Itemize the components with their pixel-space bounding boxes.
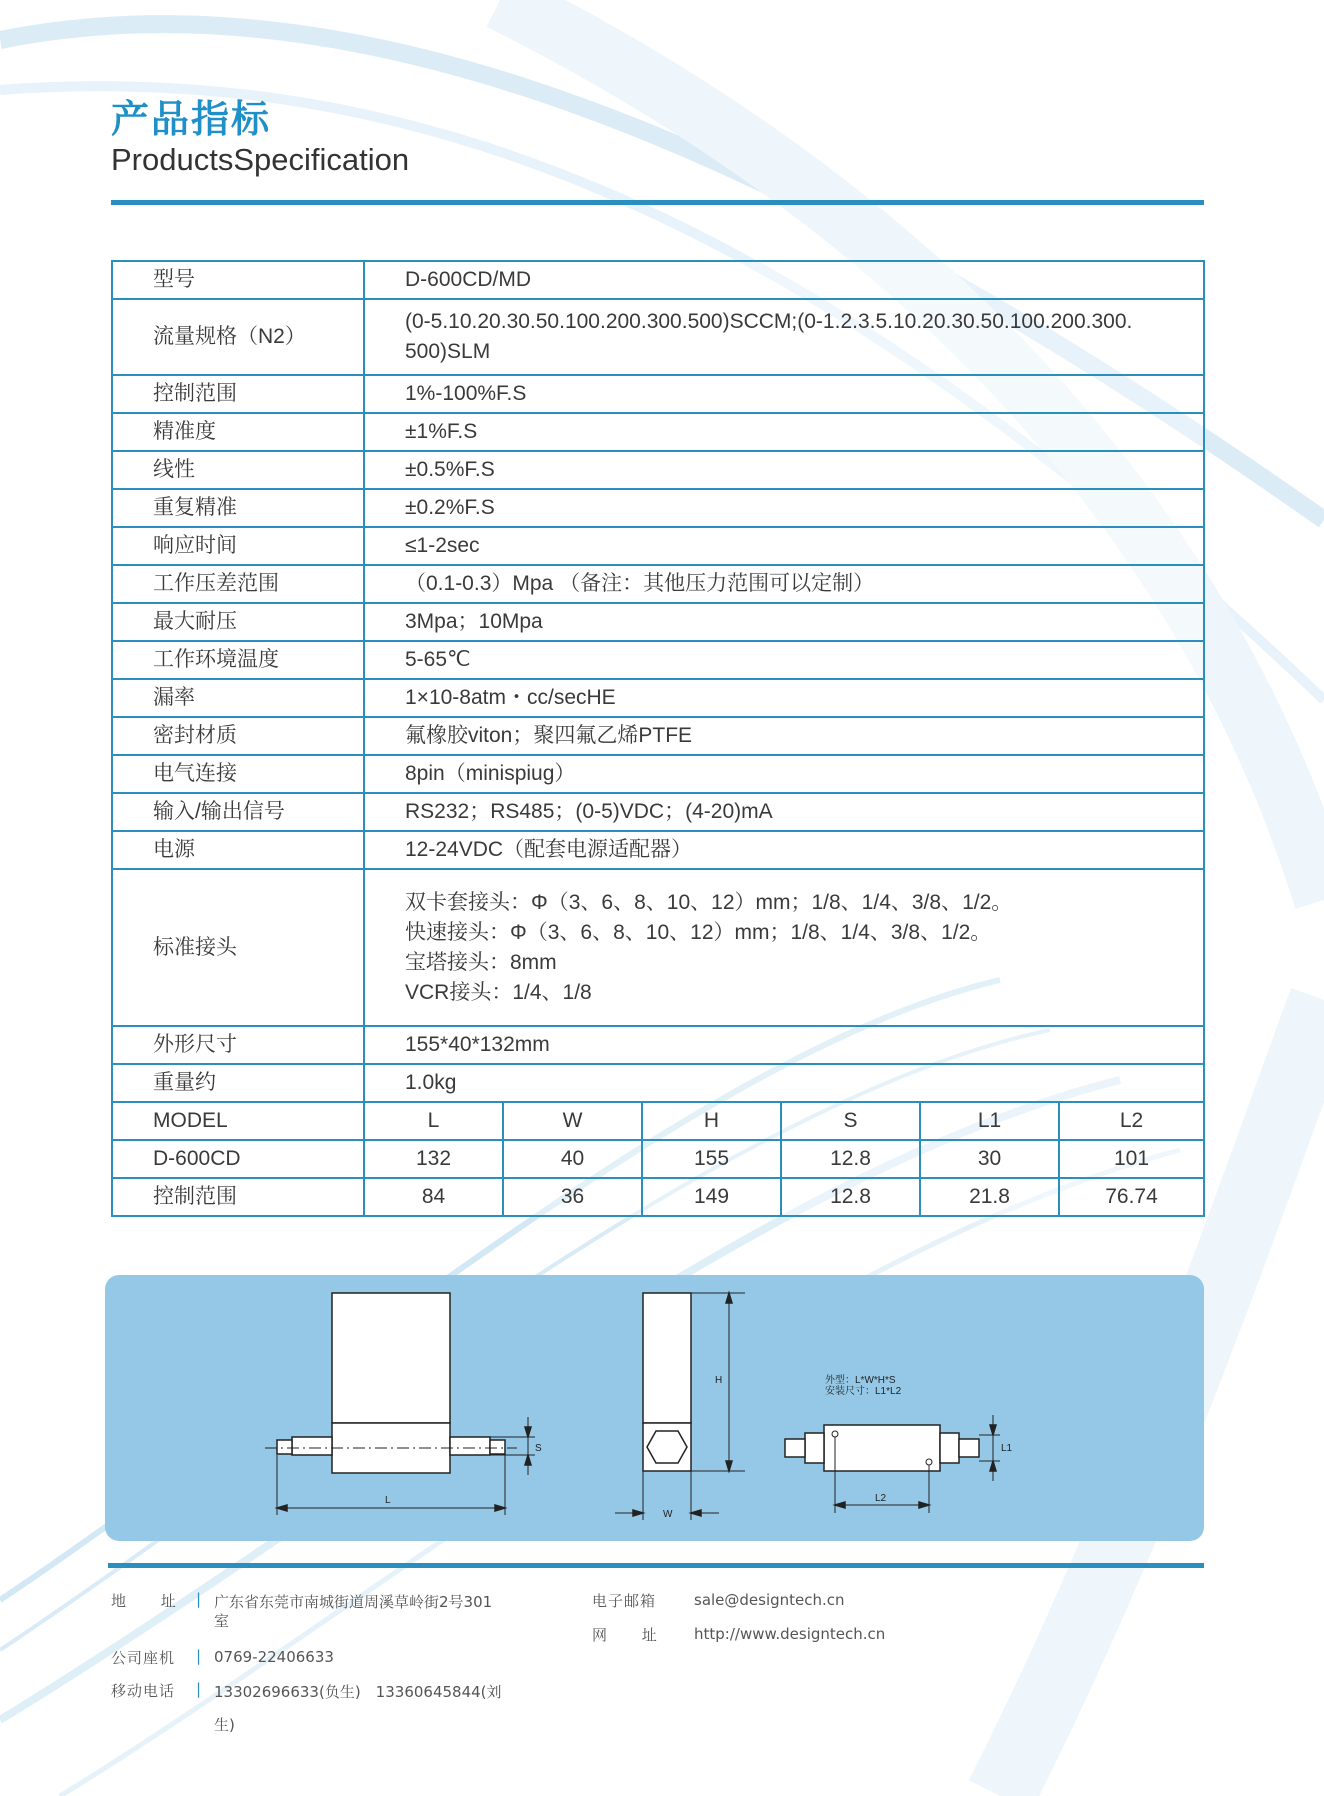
spec-value: ±0.2%F.S — [364, 489, 1204, 527]
spec-label: 重复精准 — [112, 489, 364, 527]
dimension-cell: 132 — [364, 1140, 503, 1178]
phone-label: 公司座机 — [111, 1649, 176, 1667]
dimension-cell: D-600CD — [112, 1140, 364, 1178]
drawing-label-W: W — [663, 1509, 673, 1520]
spec-value: 1%-100%F.S — [364, 375, 1204, 413]
dimension-cell: 12.8 — [781, 1140, 920, 1178]
spec-label: 线性 — [112, 451, 364, 489]
spec-label: 外形尺寸 — [112, 1026, 364, 1064]
spec-label: 工作压差范围 — [112, 565, 364, 603]
dimension-cell: 21.8 — [920, 1178, 1059, 1216]
spec-label: 输入/输出信号 — [112, 793, 364, 831]
dimension-header: W — [503, 1102, 642, 1140]
dimension-cell: 76.74 — [1059, 1178, 1204, 1216]
spec-label: 密封材质 — [112, 717, 364, 755]
spec-value: RS232；RS485；(0-5)VDC；(4-20)mA — [364, 793, 1204, 831]
mobile-line: 生) — [214, 1716, 235, 1734]
separator: | — [196, 1590, 202, 1608]
spec-value: ±1%F.S — [364, 413, 1204, 451]
spec-value: 1×10-8atm・cc/secHE — [364, 679, 1204, 717]
mobile-label: 移动电话 — [111, 1682, 176, 1700]
spec-value: 1.0kg — [364, 1064, 1204, 1102]
spec-value: 12-24VDC（配套电源适配器） — [364, 831, 1204, 869]
phone-value: 0769-22406633 — [214, 1648, 334, 1666]
page-title-english: ProductsSpecification — [111, 142, 410, 177]
drawing-label-H: H — [715, 1375, 723, 1386]
address-label: 地 址 — [111, 1592, 177, 1610]
spec-label: 精准度 — [112, 413, 364, 451]
spec-value-line: VCR接头：1/4、1/8 — [405, 980, 592, 1004]
spec-value-line: 宝塔接头：8mm — [405, 950, 557, 974]
spec-value: D-600CD/MD — [364, 261, 1204, 299]
spec-value-line: (0-5.10.20.30.50.100.200.300.500)SCCM;(0-1.2.3.5.10.20.30.50.100.200.300. — [405, 310, 1133, 333]
spec-label: 重量约 — [112, 1064, 364, 1102]
dimension-header: H — [642, 1102, 781, 1140]
website-link[interactable]: http://www.designtech.cn — [694, 1625, 886, 1643]
spec-value-line: 500)SLM — [405, 340, 491, 363]
spec-value: 氟橡胶viton；聚四氟乙烯PTFE — [364, 717, 1204, 755]
spec-label: 控制范围 — [112, 375, 364, 413]
page-title-chinese: 产品指标 — [111, 97, 272, 141]
separator: | — [196, 1680, 202, 1698]
drawing-label-S: S — [535, 1443, 542, 1454]
spec-value: （0.1-0.3）Mpa （备注：其他压力范围可以定制） — [364, 565, 1204, 603]
spec-value: 155*40*132mm — [364, 1026, 1204, 1064]
dimension-cell: 84 — [364, 1178, 503, 1216]
email-label: 电子邮箱 — [592, 1592, 657, 1610]
drawing-note-line2: 安装尺寸：L1*L2 — [825, 1386, 902, 1397]
separator: | — [196, 1647, 202, 1665]
dimension-cell: 40 — [503, 1140, 642, 1178]
spec-value: ±0.5%F.S — [364, 451, 1204, 489]
drawing-label-L: L — [385, 1495, 391, 1506]
address-line: 室 — [214, 1612, 230, 1630]
spec-label: 电源 — [112, 831, 364, 869]
dimension-cell: 149 — [642, 1178, 781, 1216]
spec-label: 工作环境温度 — [112, 641, 364, 679]
spec-label: 漏率 — [112, 679, 364, 717]
drawing-label-L1: L1 — [1001, 1443, 1013, 1454]
spec-value: ≤1-2sec — [364, 527, 1204, 565]
dimension-cell: 36 — [503, 1178, 642, 1216]
dimension-cell: 155 — [642, 1140, 781, 1178]
dimension-cell: 12.8 — [781, 1178, 920, 1216]
spec-value: 5-65℃ — [364, 641, 1204, 679]
spec-label: 标准接头 — [112, 869, 364, 1026]
spec-value-line: 快速接头：Φ（3、6、8、10、12）mm；1/8、1/4、3/8、1/2。 — [405, 920, 992, 944]
address-line: 广东省东莞市南城街道周溪草岭街2号301 — [214, 1593, 493, 1611]
mobile-line: 13302696633(负生) 13360645844(刘 — [214, 1683, 502, 1701]
dimension-header: L — [364, 1102, 503, 1140]
spec-label: 响应时间 — [112, 527, 364, 565]
spec-value-line: 双卡套接头：Φ（3、6、8、10、12）mm；1/8、1/4、3/8、1/2。 — [405, 890, 1013, 914]
spec-label: 流量规格（N2） — [112, 299, 364, 375]
dimension-header: S — [781, 1102, 920, 1140]
email-link[interactable]: sale@designtech.cn — [694, 1591, 845, 1609]
spec-label: 电气连接 — [112, 755, 364, 793]
dimension-cell: 30 — [920, 1140, 1059, 1178]
dimension-header: L2 — [1059, 1102, 1204, 1140]
spec-value: 3Mpa；10Mpa — [364, 603, 1204, 641]
spec-value: 8pin（minispiug） — [364, 755, 1204, 793]
drawing-note-line1: 外型：L*W*H*S — [825, 1375, 896, 1386]
dimension-cell: 101 — [1059, 1140, 1204, 1178]
website-label: 网 址 — [592, 1626, 658, 1644]
dimension-cell: 控制范围 — [112, 1178, 364, 1216]
dimension-header: L1 — [920, 1102, 1059, 1140]
spec-label: 最大耐压 — [112, 603, 364, 641]
dimension-header: MODEL — [112, 1102, 364, 1140]
spec-label: 型号 — [112, 261, 364, 299]
drawing-label-L2: L2 — [875, 1493, 887, 1504]
